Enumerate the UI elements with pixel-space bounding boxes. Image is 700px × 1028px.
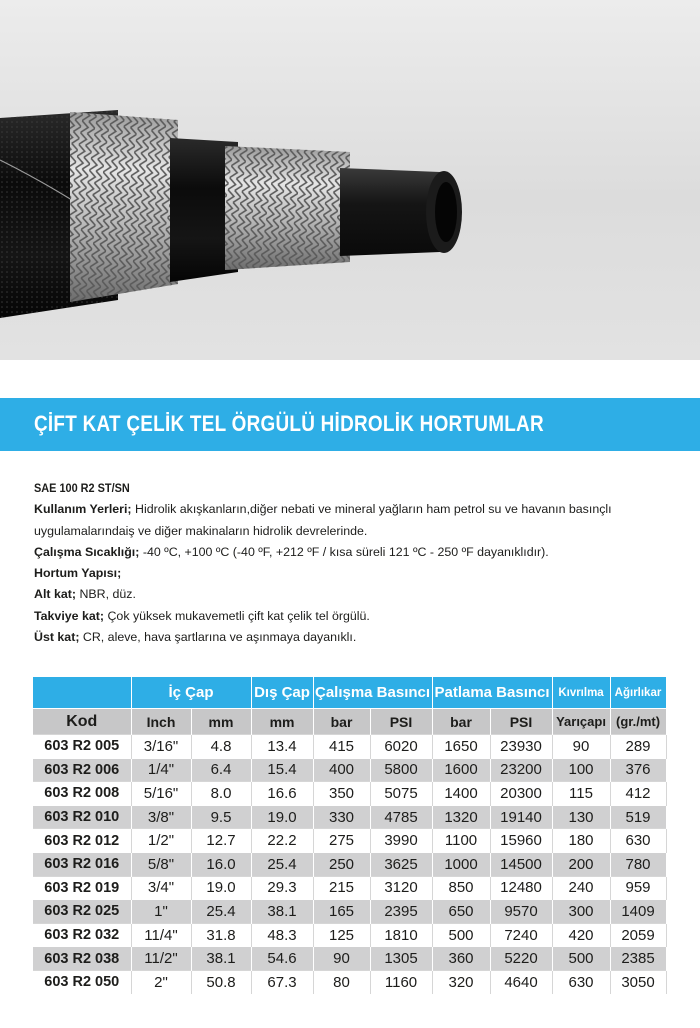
cell-weight: 2059 (610, 923, 666, 947)
cell-bp-bar: 1650 (432, 735, 490, 759)
cell-weight: 519 (610, 805, 666, 829)
inner-layer-label: Alt kat; (34, 587, 76, 602)
cell-wp-psi: 5075 (370, 782, 432, 806)
table-column-header-row (33, 709, 666, 735)
cell-code: 603 R2 016 (33, 852, 131, 876)
cell-mm: 50.8 (191, 970, 251, 993)
cell-wp-bar: 80 (313, 970, 370, 993)
cell-inch: 5/8" (131, 852, 191, 876)
structure-line (34, 563, 674, 584)
cell-wp-bar: 215 (313, 876, 370, 900)
reinforcement-label: Takviye kat; (34, 608, 105, 623)
cover-line (34, 627, 674, 648)
column-header-wp-psi: PSI (370, 709, 432, 735)
inner-layer-text: NBR, düz. (76, 587, 136, 602)
cell-bp-psi: 20300 (490, 782, 552, 806)
cover-text: CR, aleve, hava şartlarına ve aşınmaya dayanıklı. (79, 630, 357, 645)
group-header-weight: Ağırlıkar (610, 677, 666, 709)
usage-label: Kullanım Yerleri; (34, 502, 132, 517)
cell-radius: 100 (552, 758, 610, 782)
cell-code: 603 R2 010 (33, 805, 131, 829)
cell-inch: 3/4" (131, 876, 191, 900)
column-header-bp-psi: PSI (490, 709, 552, 735)
cell-radius: 115 (552, 782, 610, 806)
cell-wp-bar: 330 (313, 805, 370, 829)
column-header-inch: Inch (131, 709, 191, 735)
cell-radius: 420 (552, 923, 610, 947)
cell-bp-psi: 19140 (490, 805, 552, 829)
cell-inch: 11/2" (131, 947, 191, 971)
table-row (33, 900, 666, 924)
cell-od: 25.4 (251, 852, 313, 876)
cell-weight: 630 (610, 829, 666, 853)
page-title: ÇİFT KAT ÇELİK TEL ÖRGÜLÜ HİDROLİK HORTUMLAR (34, 411, 544, 436)
cell-radius: 130 (552, 805, 610, 829)
column-header-bp-bar: bar (432, 709, 490, 735)
temperature-label: Çalışma Sıcaklığı; (34, 544, 140, 559)
cell-code: 603 R2 032 (33, 923, 131, 947)
cell-wp-bar: 90 (313, 947, 370, 971)
table-row (33, 876, 666, 900)
cell-od: 13.4 (251, 735, 313, 759)
cell-wp-psi: 4785 (370, 805, 432, 829)
cell-bp-bar: 650 (432, 900, 490, 924)
cell-weight: 289 (610, 735, 666, 759)
cell-mm: 9.5 (191, 805, 251, 829)
cell-bp-bar: 320 (432, 970, 490, 993)
group-header-burst-pressure: Patlama Basıncı (432, 677, 552, 709)
cell-radius: 90 (552, 735, 610, 759)
cell-mm: 38.1 (191, 947, 251, 971)
cover-label: Üst kat; (34, 630, 80, 645)
cell-mm: 19.0 (191, 876, 251, 900)
cell-od: 67.3 (251, 970, 313, 993)
cell-radius: 300 (552, 900, 610, 924)
cell-bp-bar: 1320 (432, 805, 490, 829)
cell-od: 22.2 (251, 829, 313, 853)
cell-wp-psi: 5800 (370, 758, 432, 782)
cell-wp-bar: 165 (313, 900, 370, 924)
table-row (33, 852, 666, 876)
cell-bp-psi: 5220 (490, 947, 552, 971)
cell-code: 603 R2 008 (33, 782, 131, 806)
cell-wp-bar: 125 (313, 923, 370, 947)
temperature-line (34, 542, 674, 563)
cell-weight: 959 (610, 876, 666, 900)
cell-wp-psi: 3990 (370, 829, 432, 853)
usage-line (34, 499, 674, 520)
table-row (33, 829, 666, 853)
cell-bp-psi: 4640 (490, 970, 552, 993)
inner-layer-line (34, 584, 674, 605)
product-description (34, 478, 674, 648)
table-row (33, 947, 666, 971)
cell-inch: 1/2" (131, 829, 191, 853)
cell-code: 603 R2 005 (33, 735, 131, 759)
cell-code: 603 R2 012 (33, 829, 131, 853)
standard-line (34, 478, 674, 499)
usage-text: Hidrolik akışkanların,diğer nebati ve mineral yağların ham petrol su ve havanın basınçlı (131, 502, 612, 517)
cell-bp-bar: 1000 (432, 852, 490, 876)
cell-mm: 4.8 (191, 735, 251, 759)
cell-code: 603 R2 006 (33, 758, 131, 782)
cell-wp-psi: 3120 (370, 876, 432, 900)
usage-line-2 (34, 521, 674, 542)
cell-bp-psi: 14500 (490, 852, 552, 876)
cell-radius: 200 (552, 852, 610, 876)
cell-inch: 11/4" (131, 923, 191, 947)
reinforcement-text: Çok yüksek mukavemetli çift kat çelik tel örgülü. (104, 608, 370, 623)
cell-od: 16.6 (251, 782, 313, 806)
cell-weight: 376 (610, 758, 666, 782)
cell-code: 603 R2 019 (33, 876, 131, 900)
group-header-bend: Kıvrılma (552, 677, 610, 709)
cell-mm: 12.7 (191, 829, 251, 853)
cell-od: 29.3 (251, 876, 313, 900)
table-row (33, 758, 666, 782)
cell-bp-psi: 23930 (490, 735, 552, 759)
cell-bp-psi: 7240 (490, 923, 552, 947)
cell-od: 38.1 (251, 900, 313, 924)
column-header-radius: Yarıçapı (552, 709, 610, 735)
specification-table (33, 677, 667, 994)
cell-wp-bar: 415 (313, 735, 370, 759)
cell-mm: 31.8 (191, 923, 251, 947)
group-header-outer-diameter: Dış Çap (251, 677, 313, 709)
cell-radius: 500 (552, 947, 610, 971)
cell-inch: 3/16" (131, 735, 191, 759)
table-row (33, 923, 666, 947)
table-group-header-row (33, 677, 666, 709)
cell-weight: 3050 (610, 970, 666, 993)
cell-wp-psi: 1160 (370, 970, 432, 993)
cell-radius: 240 (552, 876, 610, 900)
cell-bp-bar: 1100 (432, 829, 490, 853)
cell-bp-bar: 850 (432, 876, 490, 900)
cell-wp-bar: 350 (313, 782, 370, 806)
table-row (33, 970, 666, 993)
cell-inch: 5/16" (131, 782, 191, 806)
standard-label: SAE 100 R2 ST/SN (34, 481, 130, 495)
cell-bp-psi: 23200 (490, 758, 552, 782)
cell-od: 19.0 (251, 805, 313, 829)
cell-radius: 180 (552, 829, 610, 853)
temperature-text: -40 ºC, +100 ºC (-40 ºF, +212 ºF / kısa süreli 121 ºC - 250 ºF dayanıklıdır). (139, 544, 549, 559)
cell-mm: 6.4 (191, 758, 251, 782)
cell-od: 15.4 (251, 758, 313, 782)
cell-weight: 1409 (610, 900, 666, 924)
cell-bp-psi: 9570 (490, 900, 552, 924)
title-banner (0, 398, 700, 451)
table-row (33, 782, 666, 806)
cell-wp-bar: 400 (313, 758, 370, 782)
cell-bp-bar: 360 (432, 947, 490, 971)
cell-bp-bar: 1400 (432, 782, 490, 806)
hydraulic-hose-illustration (0, 0, 700, 360)
cell-bp-bar: 500 (432, 923, 490, 947)
cell-mm: 8.0 (191, 782, 251, 806)
table-row (33, 805, 666, 829)
cell-od: 54.6 (251, 947, 313, 971)
cell-inch: 1" (131, 900, 191, 924)
cell-code: 603 R2 050 (33, 970, 131, 993)
column-header-code: Kod (33, 709, 131, 735)
reinforcement-line (34, 606, 674, 627)
cell-code: 603 R2 038 (33, 947, 131, 971)
cell-bp-bar: 1600 (432, 758, 490, 782)
cell-mm: 25.4 (191, 900, 251, 924)
cell-mm: 16.0 (191, 852, 251, 876)
cell-code: 603 R2 025 (33, 900, 131, 924)
group-header-blank (33, 677, 131, 709)
cell-wp-bar: 250 (313, 852, 370, 876)
usage-text-continued: uygulamalarındaiş ve diğer makinaların hidrolik devrelerinde. (34, 523, 368, 538)
column-header-wp-bar: bar (313, 709, 370, 735)
column-header-od-mm: mm (251, 709, 313, 735)
cell-wp-psi: 3625 (370, 852, 432, 876)
product-image (0, 0, 700, 360)
cell-bp-psi: 15960 (490, 829, 552, 853)
cell-inch: 3/8" (131, 805, 191, 829)
cell-inch: 1/4" (131, 758, 191, 782)
cell-wp-psi: 1305 (370, 947, 432, 971)
cell-od: 48.3 (251, 923, 313, 947)
cell-weight: 780 (610, 852, 666, 876)
cell-wp-bar: 275 (313, 829, 370, 853)
cell-wp-psi: 2395 (370, 900, 432, 924)
cell-wp-psi: 6020 (370, 735, 432, 759)
structure-label: Hortum Yapısı; (34, 566, 122, 581)
column-header-weight-unit: (gr./mt) (610, 709, 666, 735)
table-row (33, 735, 666, 759)
column-header-mm: mm (191, 709, 251, 735)
cell-weight: 412 (610, 782, 666, 806)
group-header-inner-diameter: İç Çap (131, 677, 251, 709)
cell-radius: 630 (552, 970, 610, 993)
cell-inch: 2" (131, 970, 191, 993)
cell-bp-psi: 12480 (490, 876, 552, 900)
group-header-working-pressure: Çalışma Basıncı (313, 677, 432, 709)
cell-weight: 2385 (610, 947, 666, 971)
cell-wp-psi: 1810 (370, 923, 432, 947)
